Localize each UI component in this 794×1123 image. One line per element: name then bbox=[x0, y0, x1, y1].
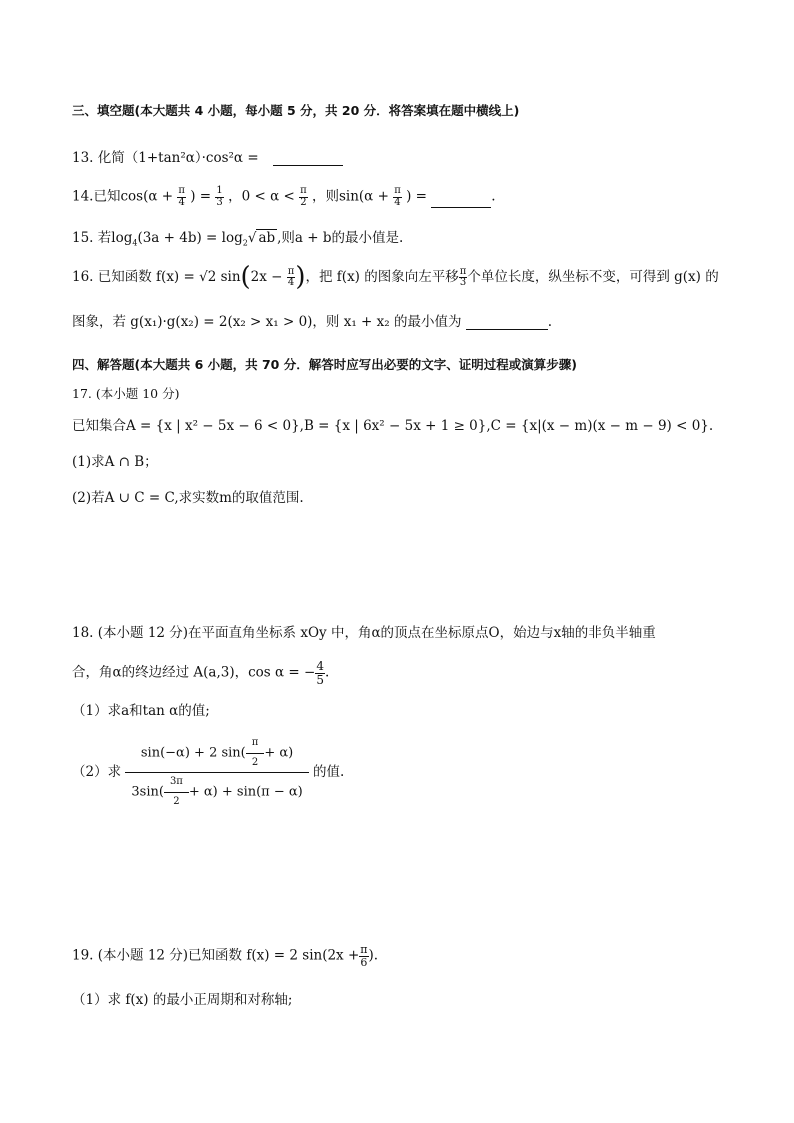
q14-two: 2 bbox=[300, 196, 307, 208]
question-16-line1 bbox=[72, 262, 719, 293]
q18-big-fraction bbox=[125, 738, 308, 807]
q18-line2a: 合，角α的终边经过 A(a,3)，cos α = − bbox=[72, 664, 316, 681]
q17-header: 17. (本小题 10 分) bbox=[72, 386, 180, 401]
q14-end: ) = bbox=[406, 188, 427, 205]
q18-den-two: 2 bbox=[173, 795, 180, 807]
q18-num-pi: π bbox=[246, 738, 265, 754]
q18-frac-4-5 bbox=[315, 660, 325, 686]
q16-three: 3 bbox=[459, 277, 467, 289]
q19-line1a: 19. (本小题 12 分)已知函数 f(x) = 2 sin(2x + bbox=[72, 947, 360, 964]
q15-sqrt: ab bbox=[258, 230, 276, 246]
q14-four-b: 4 bbox=[394, 196, 401, 208]
q14-answer-blank bbox=[431, 207, 491, 208]
q19-part1: （1）求 f(x) 的最小正周期和对称轴; bbox=[72, 992, 293, 1008]
q13-answer-blank bbox=[273, 165, 343, 166]
q19-pi: π bbox=[360, 943, 368, 956]
q19-line1 bbox=[72, 944, 378, 968]
q14-pi-c: π bbox=[394, 185, 401, 196]
q18-num4: 4 bbox=[316, 659, 324, 673]
q16-pi-a: π bbox=[287, 265, 295, 277]
q15-text2: (3a + 4b) = log bbox=[137, 230, 243, 246]
question-14 bbox=[72, 186, 496, 208]
q18-num-a: sin(−α) + 2 sin( bbox=[140, 745, 246, 761]
q18-line1: 18. (本小题 12 分)在平面直角坐标系 xOy 中，角α的顶点在坐标原点O，始边与x轴的非负半轴重 bbox=[72, 625, 656, 641]
q18-part2 bbox=[72, 738, 344, 807]
q17-part1: (1)求A ∩ B； bbox=[72, 454, 158, 470]
q14-frac-pi-2 bbox=[299, 186, 308, 208]
q14-tail: . bbox=[491, 188, 496, 205]
q16-text2: ，把 f(x) 的图象向左平移 bbox=[305, 269, 459, 286]
q18-p2-suffix: 的值. bbox=[313, 764, 345, 780]
question-13 bbox=[72, 150, 343, 166]
section3-heading: 三、填空题(本大题共 4 小题，每小题 5 分，共 20 分．将答案填在题中横线上) bbox=[72, 103, 520, 118]
q16-text1: 16. 已知函数 f(x) = √2 sin bbox=[72, 269, 241, 286]
q14-eq: ) = bbox=[190, 188, 212, 205]
q15-sub4: 4 bbox=[132, 238, 138, 248]
q15-sqrt-sign: √ bbox=[247, 230, 257, 246]
q18-line2b: . bbox=[325, 664, 330, 681]
q14-one: 1 bbox=[216, 185, 223, 196]
q15-text3: ,则a + b的最小值是. bbox=[277, 230, 404, 246]
q16-pi-b: π bbox=[459, 265, 467, 277]
section4-heading: 四、解答题(本大题共 6 小题，共 70 分．解答时应写出必要的文字、证明过程或演算步骤) bbox=[72, 357, 577, 372]
q17-part2: (2)若A ∪ C = C,求实数m的取值范围. bbox=[72, 490, 304, 506]
q16-tail: . bbox=[547, 314, 553, 330]
q19-frac-pi-6 bbox=[359, 944, 368, 968]
question-16-line2 bbox=[72, 314, 552, 330]
q16-lparen: ( bbox=[240, 262, 251, 292]
q18-part1: （1）求a和tan α的值; bbox=[72, 703, 210, 719]
q15-sub2: 2 bbox=[242, 238, 248, 248]
q18-den-b: + α) + sin(π − α) bbox=[188, 784, 303, 800]
q17-stem: 已知集合A = {x | x² − 5x − 6 < 0},B = {x | 6x² − 5x + 1 ≥ 0},C = {x|(x − m)(x − m − 9) < 0}. bbox=[72, 418, 714, 434]
q14-mid: ，则sin(α + bbox=[311, 188, 389, 205]
q18-line2 bbox=[72, 660, 329, 686]
q14-frac-pi-4a bbox=[177, 186, 186, 208]
q15-text1: 15. 若log bbox=[72, 230, 133, 246]
q14-pi-b: π bbox=[300, 185, 307, 196]
q14-prefix: 14.已知cos(α + bbox=[72, 188, 174, 205]
q18-num-b: + α) bbox=[264, 745, 294, 761]
q14-pi-a: π bbox=[178, 185, 185, 196]
q16-four: 4 bbox=[287, 277, 295, 289]
q18-num-two: 2 bbox=[251, 756, 259, 768]
q16-line2: 图象，若 g(x₁)·g(x₂) = 2(x₂ > x₁ > 0)，则 x₁ + x₂ 的最小值为 bbox=[72, 314, 462, 330]
question-15 bbox=[72, 230, 403, 248]
q19-line1b: ). bbox=[368, 947, 379, 964]
q14-frac-pi-4b bbox=[393, 186, 402, 208]
q19-six: 6 bbox=[360, 955, 368, 969]
q16-answer-blank bbox=[466, 329, 548, 330]
q14-four-a: 4 bbox=[178, 196, 185, 208]
q16-text3: 个单位长度，纵坐标不变，可得到 g(x) 的 bbox=[467, 269, 719, 286]
q18-frac-numerator bbox=[125, 738, 308, 773]
q18-p2-prefix: （2）求 bbox=[72, 764, 122, 780]
q14-cond: ，0 < α < bbox=[228, 188, 295, 205]
q18-den-3pi: 3π bbox=[164, 777, 189, 793]
q18-den-frac-3pi-2 bbox=[164, 777, 189, 807]
q13-text: 13. 化简（1+tan²α）·cos²α = bbox=[72, 150, 259, 166]
q18-den5: 5 bbox=[316, 672, 324, 687]
q14-three: 3 bbox=[216, 196, 223, 208]
q18-num-frac-pi-2 bbox=[246, 738, 265, 768]
q18-den-a: 3sin( bbox=[131, 784, 164, 800]
q16-inner: 2x − bbox=[250, 269, 283, 286]
q18-frac-denominator bbox=[125, 773, 308, 807]
q16-rparen: ) bbox=[295, 262, 306, 292]
q14-frac-1-3 bbox=[215, 186, 223, 208]
